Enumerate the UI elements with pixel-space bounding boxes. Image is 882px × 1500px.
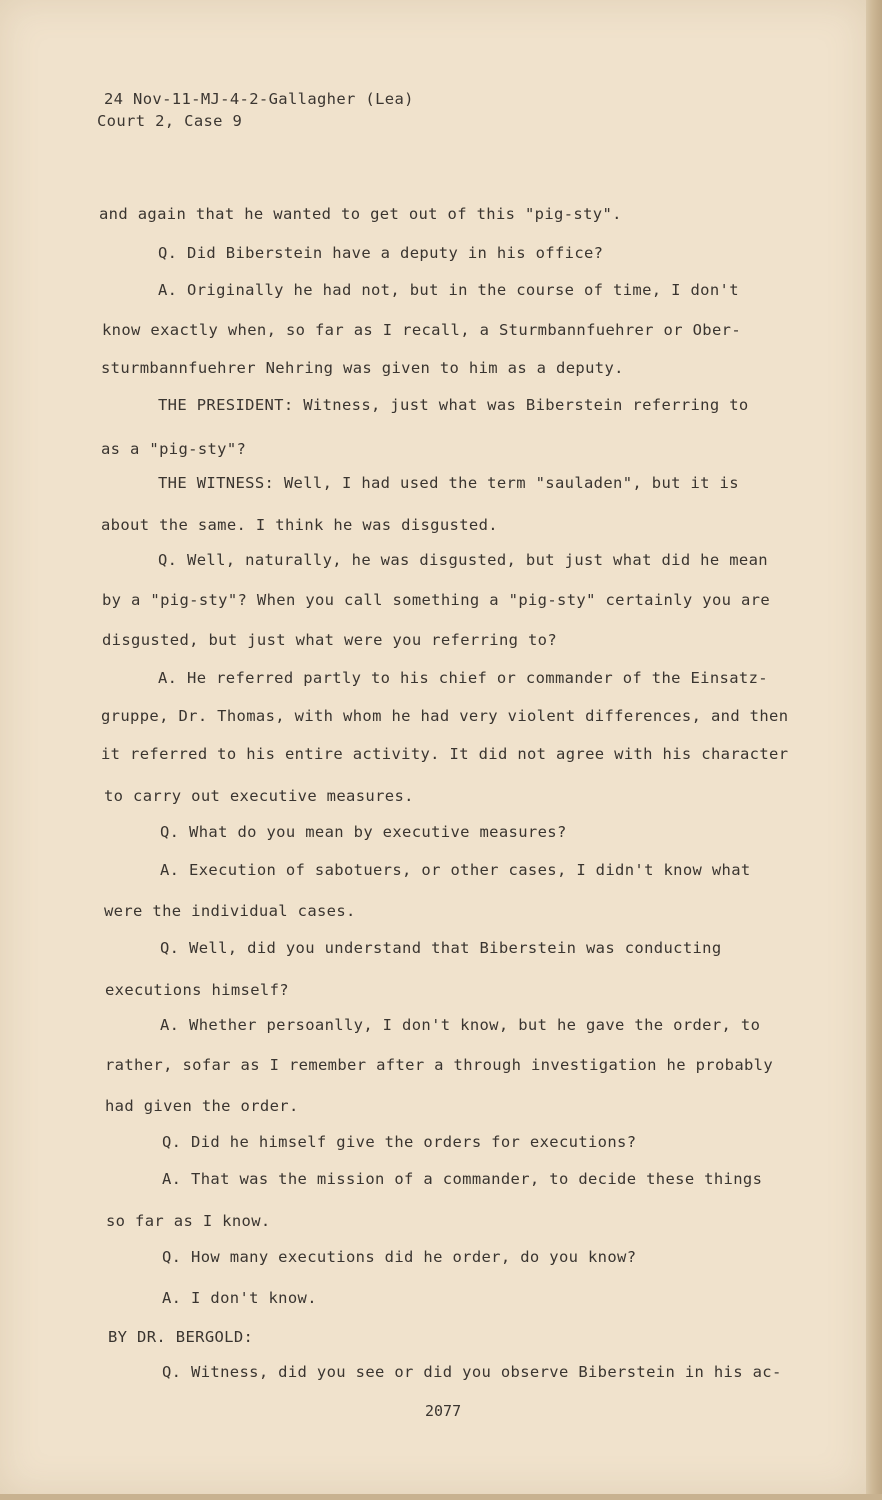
header-line-2: Court 2, Case 9: [97, 112, 243, 130]
text-line: Q. Did he himself give the orders for executions?: [162, 1133, 637, 1151]
text-line: know exactly when, so far as I recall, a Sturmbannfuehrer or Ober-: [102, 321, 741, 339]
text-line: THE WITNESS: Well, I had used the term "sauladen", but it is: [158, 474, 739, 492]
text-line: A. I don't know.: [162, 1289, 317, 1307]
text-line: Q. Well, naturally, he was disgusted, but just what did he mean: [158, 551, 768, 569]
text-line: A. Originally he had not, but in the course of time, I don't: [158, 281, 739, 299]
text-line: executions himself?: [105, 981, 289, 999]
text-line: to carry out executive measures.: [104, 787, 414, 805]
text-line: BY DR. BERGOLD:: [108, 1328, 254, 1346]
text-line: about the same. I think he was disgusted.: [101, 516, 498, 534]
text-line: were the individual cases.: [104, 902, 356, 920]
text-line: A. Whether persoanlly, I don't know, but he gave the order, to: [160, 1016, 761, 1034]
text-line: A. Execution of sabotuers, or other cases, I didn't know what: [160, 861, 751, 879]
text-line: Q. What do you mean by executive measures?: [160, 823, 567, 841]
text-line: A. He referred partly to his chief or commander of the Einsatz-: [158, 669, 768, 687]
paper-edge-right: [866, 0, 882, 1500]
text-line: Q. Witness, did you see or did you observe Biberstein in his ac-: [162, 1363, 782, 1381]
text-line: as a "pig-sty"?: [101, 440, 247, 458]
text-line: and again that he wanted to get out of this "pig-sty".: [99, 205, 622, 223]
text-line: rather, sofar as I remember after a through investigation he probably: [105, 1056, 774, 1074]
text-line: THE PRESIDENT: Witness, just what was Biberstein referring to: [158, 396, 749, 414]
text-line: Q. Well, did you understand that Biberstein was conducting: [160, 939, 722, 957]
header-line-1: 24 Nov-11-MJ-4-2-Gallagher (Lea): [104, 90, 414, 108]
text-line: so far as I know.: [106, 1212, 271, 1230]
text-line: by a "pig-sty"? When you call something a "pig-sty" certainly you are: [102, 591, 771, 609]
text-line: it referred to his entire activity. It did not agree with his character: [101, 745, 789, 763]
text-line: Q. How many executions did he order, do you know?: [162, 1248, 637, 1266]
text-line: sturmbannfuehrer Nehring was given to him as a deputy.: [101, 359, 624, 377]
text-line: gruppe, Dr. Thomas, with whom he had very violent differences, and then: [101, 707, 789, 725]
text-line: Q. Did Biberstein have a deputy in his office?: [158, 244, 604, 262]
paper-edge-bottom: [0, 1494, 882, 1500]
text-line: A. That was the mission of a commander, to decide these things: [162, 1170, 763, 1188]
text-line: disgusted, but just what were you referring to?: [102, 631, 558, 649]
page-number: 2077: [425, 1402, 462, 1420]
text-line: had given the order.: [105, 1097, 299, 1115]
